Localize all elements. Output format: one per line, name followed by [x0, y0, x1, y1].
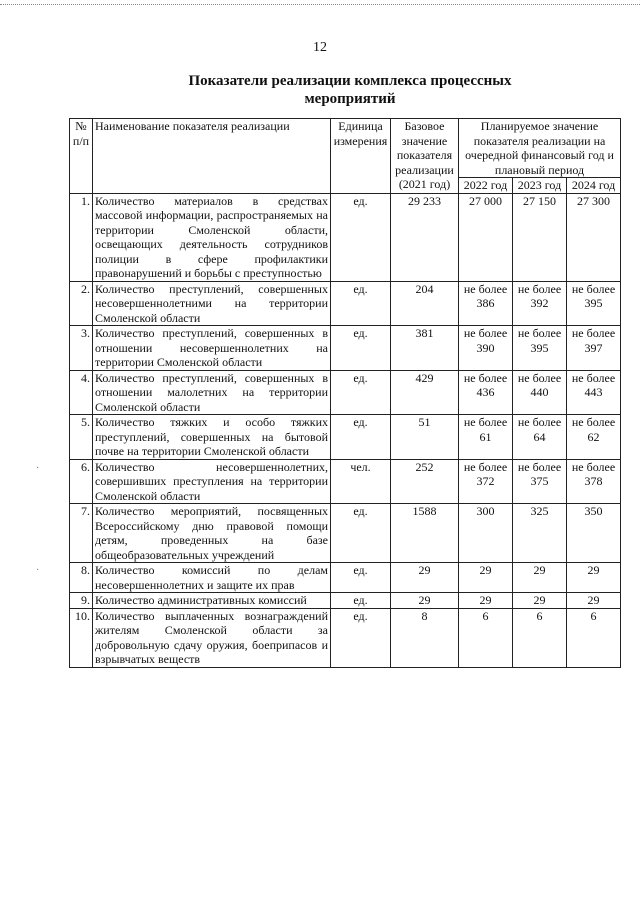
- top-scan-rule: [0, 4, 640, 5]
- header-base-value: Базовое значение показателя реализации (2021 год): [391, 119, 459, 194]
- table-row: [70, 593, 621, 609]
- row-number: 6.: [70, 459, 93, 504]
- base-value: 29 233: [391, 193, 459, 281]
- value-2024: 27 300: [567, 193, 621, 281]
- indicator-name: Количество несовершеннолетних, совершивших преступления на территории Смоленской области: [93, 459, 331, 504]
- header-unit: Единица измерения: [331, 119, 391, 194]
- indicators-table: [69, 118, 621, 668]
- value-2022: не более 61: [459, 415, 513, 460]
- base-value: 381: [391, 326, 459, 371]
- indicator-name: Количество преступлений, совершенных в отношении несовершеннолетних на территории Смоленской области: [93, 326, 331, 371]
- value-2024: 350: [567, 504, 621, 563]
- value-2022: не более 386: [459, 281, 513, 326]
- title-line-2: мероприятий: [304, 91, 396, 107]
- margin-mark: ·: [36, 565, 40, 576]
- row-number: 10.: [70, 608, 93, 667]
- table-row: [70, 415, 621, 460]
- header-year-2024: 2024 год: [567, 178, 621, 194]
- value-2022: 300: [459, 504, 513, 563]
- indicator-name: Количество комиссий по делам несовершеннолетних и защите их прав: [93, 563, 331, 593]
- value-2023: 29: [513, 593, 567, 609]
- header-number: № п/п: [70, 119, 93, 194]
- unit-value: ед.: [331, 563, 391, 593]
- value-2022: 27 000: [459, 193, 513, 281]
- indicator-name: Количество административных комиссий: [93, 593, 331, 609]
- unit-value: чел.: [331, 459, 391, 504]
- unit-value: ед.: [331, 326, 391, 371]
- value-2024: не более 397: [567, 326, 621, 371]
- value-2024: не более 443: [567, 370, 621, 415]
- value-2023: не более 392: [513, 281, 567, 326]
- page-number: 12: [313, 40, 327, 55]
- table-row: [70, 370, 621, 415]
- indicator-name: Количество преступлений, совершенных в отношении малолетних на территории Смоленской области: [93, 370, 331, 415]
- base-value: 29: [391, 593, 459, 609]
- row-number: 1.: [70, 193, 93, 281]
- value-2023: 27 150: [513, 193, 567, 281]
- row-number: 5.: [70, 415, 93, 460]
- table-row: [70, 193, 621, 281]
- indicator-name: Количество материалов в средствах массовой информации, распространяемых на территории Смоленской области, освещающих деятельность сотрудников полиции в сфере профилактики правонарушений и борьбы с преступностью: [93, 193, 331, 281]
- base-value: 252: [391, 459, 459, 504]
- indicator-name: Количество преступлений, совершенных несовершеннолетними на территории Смоленской области: [93, 281, 331, 326]
- row-number: 9.: [70, 593, 93, 609]
- indicator-name: Количество мероприятий, посвященных Всероссийскому дню правовой помощи детям, проведенных на базе общеобразовательных учреждений: [93, 504, 331, 563]
- unit-value: ед.: [331, 370, 391, 415]
- unit-value: ед.: [331, 593, 391, 609]
- row-number: 4.: [70, 370, 93, 415]
- value-2022: 29: [459, 593, 513, 609]
- row-number: 7.: [70, 504, 93, 563]
- table-row: [70, 459, 621, 504]
- row-number: 3.: [70, 326, 93, 371]
- value-2023: не более 375: [513, 459, 567, 504]
- base-value: 204: [391, 281, 459, 326]
- value-2022: не более 390: [459, 326, 513, 371]
- header-year-2023: 2023 год: [513, 178, 567, 194]
- base-value: 8: [391, 608, 459, 667]
- value-2022: не более 372: [459, 459, 513, 504]
- table-row: [70, 563, 621, 593]
- table-row: [70, 504, 621, 563]
- table-row: [70, 326, 621, 371]
- header-name: Наименование показателя реализации: [93, 119, 331, 194]
- unit-value: ед.: [331, 281, 391, 326]
- value-2022: не более 436: [459, 370, 513, 415]
- value-2023: не более 64: [513, 415, 567, 460]
- value-2024: 29: [567, 563, 621, 593]
- document-title: [160, 72, 540, 108]
- table-row: [70, 281, 621, 326]
- value-2024: 29: [567, 593, 621, 609]
- value-2024: не более 378: [567, 459, 621, 504]
- unit-value: ед.: [331, 415, 391, 460]
- unit-value: ед.: [331, 193, 391, 281]
- base-value: 429: [391, 370, 459, 415]
- value-2024: не более 62: [567, 415, 621, 460]
- indicator-name: Количество выплаченных вознаграждений жителям Смоленской области за добровольную сдачу оружия, боеприпасов и взрывчатых веществ: [93, 608, 331, 667]
- value-2023: не более 395: [513, 326, 567, 371]
- unit-value: ед.: [331, 504, 391, 563]
- value-2023: 6: [513, 608, 567, 667]
- value-2024: не более 395: [567, 281, 621, 326]
- base-value: 1588: [391, 504, 459, 563]
- base-value: 29: [391, 563, 459, 593]
- value-2023: 29: [513, 563, 567, 593]
- row-number: 2.: [70, 281, 93, 326]
- indicator-name: Количество тяжких и особо тяжких преступлений, совершенных на бытовой почве на территории Смоленской области: [93, 415, 331, 460]
- unit-value: ед.: [331, 608, 391, 667]
- header-planned-value: Планируемое значение показателя реализации на очередной финансовый год и плановый период: [459, 119, 621, 178]
- value-2024: 6: [567, 608, 621, 667]
- row-number: 8.: [70, 563, 93, 593]
- value-2022: 29: [459, 563, 513, 593]
- value-2023: не более 440: [513, 370, 567, 415]
- header-year-2022: 2022 год: [459, 178, 513, 194]
- value-2022: 6: [459, 608, 513, 667]
- table-row: [70, 608, 621, 667]
- margin-mark: ·: [36, 463, 40, 474]
- title-line-1: Показатели реализации комплекса процессных: [188, 73, 512, 89]
- value-2023: 325: [513, 504, 567, 563]
- base-value: 51: [391, 415, 459, 460]
